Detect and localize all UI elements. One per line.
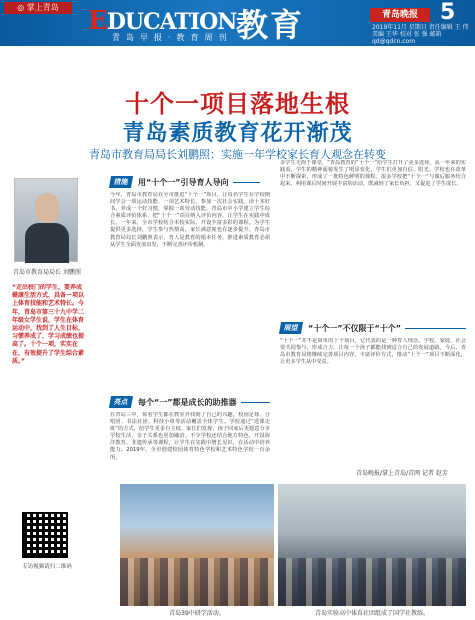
qr-code[interactable] xyxy=(22,512,68,558)
body-text-column: 多学生无拘于课堂，“青岛教育的“十个一”给学生打开了更多选择。从一年来的实践看，学生的精神面貌发生了明显变化，学生们更加自信、阳光。学校也在改革中不断探索，形成了一批特色鲜明的课程。很多学校把“十个一”与课后服务结合起来，利用课后时间开展丰富的活动，既减轻了家长负担，又促进了学生成长。 xyxy=(280,160,466,188)
section-subtitle: 青岛早报·教育周刊 xyxy=(112,33,233,42)
section-title-initial: E xyxy=(88,6,107,36)
photo-figures xyxy=(120,558,274,606)
qr-caption: 专访视频请扫二维码 xyxy=(22,564,72,570)
portrait-body xyxy=(25,223,69,263)
app-logo[interactable]: ◎ 掌上青岛 xyxy=(4,2,72,14)
section-heading: 用“十个一”引导育人导向 xyxy=(138,177,229,187)
header-meta: 2019年11月 星期日 责任编辑 王 伟 美编 王华 校对 张 强 邮箱 qd@qdcn.com xyxy=(372,24,469,45)
section-tag: 展望 xyxy=(279,322,303,334)
pull-quote: “走出校门的学生，要养成健康生活方式，具备一项以上体育技能和艺术特长。今年，青岛市第三十九中学二年级女学生说，学生在体育运动中，找到了人生目标，习惯养成了，学习成绩也提高了。十个一项，实实在在，有效提升了学生综合素质。” xyxy=(12,284,84,365)
newspaper-brand: 青岛晚报 xyxy=(370,8,430,22)
page-number: 5 xyxy=(440,0,456,25)
section-highlights xyxy=(110,396,270,408)
director-portrait xyxy=(14,178,78,262)
reporter-credit: 青岛晚报/掌上青岛/青网 记者 赵芳 xyxy=(356,470,448,477)
body-text-column: 在青岛三中，每名学生都在教室外找到了自己的兴趣。校园足球、合唱团、书法社团、科技小组等活动覆盖全体学生。学校通过“选课走班”的方式，给学生更多自主权。家长们发现，孩子回家后更愿意分享学校生活，亲子关系也更加融洽。不少学校还结合地方特色，开设海洋教育、非遗传承等课程，让学生在实践中增长见识，在活动中培养能力。2019年，全市创建校园体育特色学校和艺术特色学校一百余所。 xyxy=(110,412,270,461)
photo-caption: 青岛39中研学活动。 xyxy=(169,610,225,617)
photo-caption: 青岛实验高中体育社团组成了国学社教练。 xyxy=(314,610,429,617)
portrait-head xyxy=(35,193,59,223)
headline-byline: 青岛市教育局局长刘鹏照：实施一年学校家长育人观念在转变 xyxy=(89,148,386,161)
photo-sports-club xyxy=(278,484,466,606)
section-tag: 措施 xyxy=(109,176,133,188)
headline-title: 十个一项目落地生根 xyxy=(125,90,350,118)
section-heading: “十个一”不仅限于“十个” xyxy=(308,323,402,333)
section-outlook xyxy=(280,322,466,334)
section-title-chinese: 教育 xyxy=(236,6,305,44)
headline-subtitle: 青岛素质教育花开渐茂 xyxy=(122,121,353,146)
body-text-column: “十个一”并不是简单的十个项目，它代表的是一种育人理念。学校、家庭、社会要共同参与，形成合力，让每一个孩子都能找到适合自己的发展道路。今后，青岛市教育局将继续完善项目内容，丰富评价方式，推动“十个一”项目不断深化，让更多学生从中受益。 xyxy=(280,338,466,366)
section-rule xyxy=(233,182,260,183)
section-measures xyxy=(110,176,260,188)
photo-figures xyxy=(278,558,466,606)
section-title-rest: DUCATION xyxy=(106,9,237,35)
section-rule xyxy=(241,402,270,403)
body-text-column: 今年，青岛市教育局在全市推进“十个一”项目，让每名学生在学校期间学会一项运动技能、一项艺术特长，参加一次社会实践，读十本好书，养成一个好习惯，掌握一项劳动技能。青岛市中小学建立学生综合素质评价体系，把“十个一”项目纳入评价内容，让学生在实践中成长。一年来，全市学校结合本校实际，开设丰富多彩的课程，为学生提供更多选择，学生参与热情高，家长满意度也在逐步提升。青岛市教育局局长刘鹏照表示，育人是教育的根本任务，推进素质教育必须从学生全面发展出发，不断完善评价机制。 xyxy=(110,192,270,248)
portrait-caption: 青岛市教育局局长 刘鹏照 xyxy=(13,269,81,276)
newspaper-header xyxy=(0,0,475,46)
section-heading: 每个“一”都是成长的助推器 xyxy=(138,397,237,407)
section-rule xyxy=(405,328,466,329)
section-tag: 亮点 xyxy=(109,396,133,408)
photo-study-trip xyxy=(120,484,274,606)
